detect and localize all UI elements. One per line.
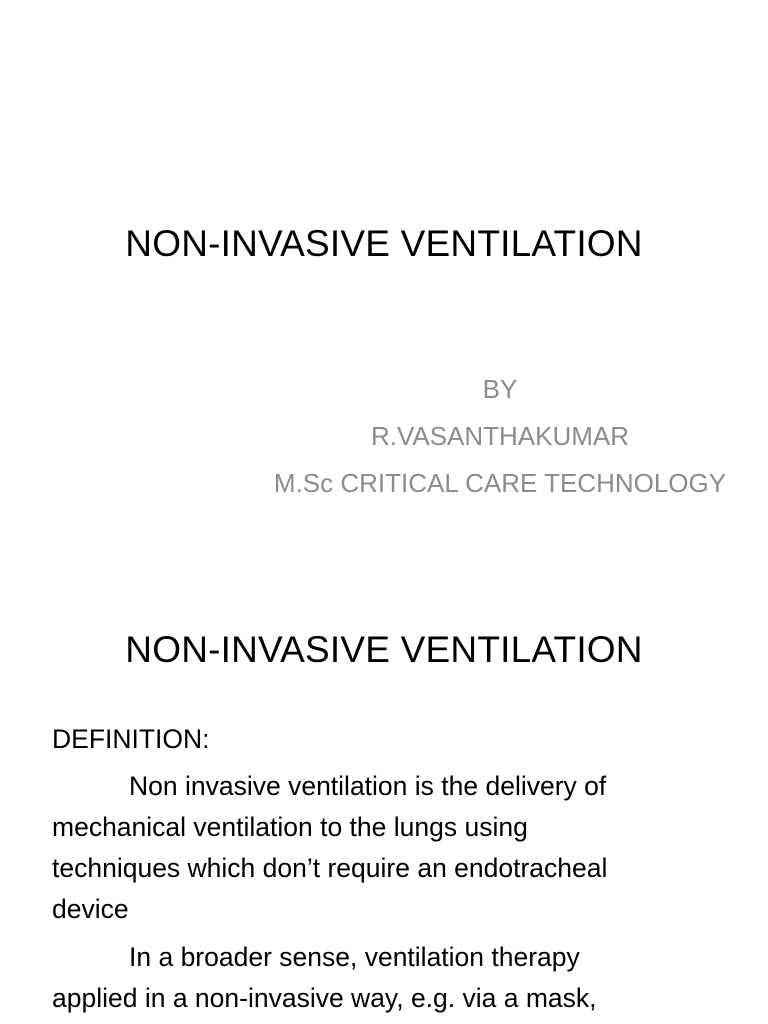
subtitle-by: BY [482,374,518,404]
slide-1-title: NON-INVASIVE VENTILATION [125,223,643,264]
slide-2 [0,576,768,1024]
paragraph-2-line: In a broader sense, ventilation therapy [129,942,580,972]
paragraph-1-line: device [52,894,129,924]
slide-2-title: NON-INVASIVE VENTILATION [125,629,643,670]
paragraph-2-line: applied in a non-invasive way, e.g. via a mask, [52,983,597,1013]
subtitle-degree: M.Sc CRITICAL CARE TECHNOLOGY [273,468,727,498]
paragraph-1-line: mechanical ventilation to the lungs using [52,812,528,842]
definition-label: DEFINITION: [52,724,210,754]
paragraph-1-line: techniques which don’t require an endotracheal [52,853,608,883]
slide-1-subtitle [250,366,750,507]
paragraph-1-line: Non invasive ventilation is the delivery of [129,771,607,801]
slide-2-body [52,719,752,1019]
subtitle-author: R.VASANTHAKUMAR [370,421,630,451]
